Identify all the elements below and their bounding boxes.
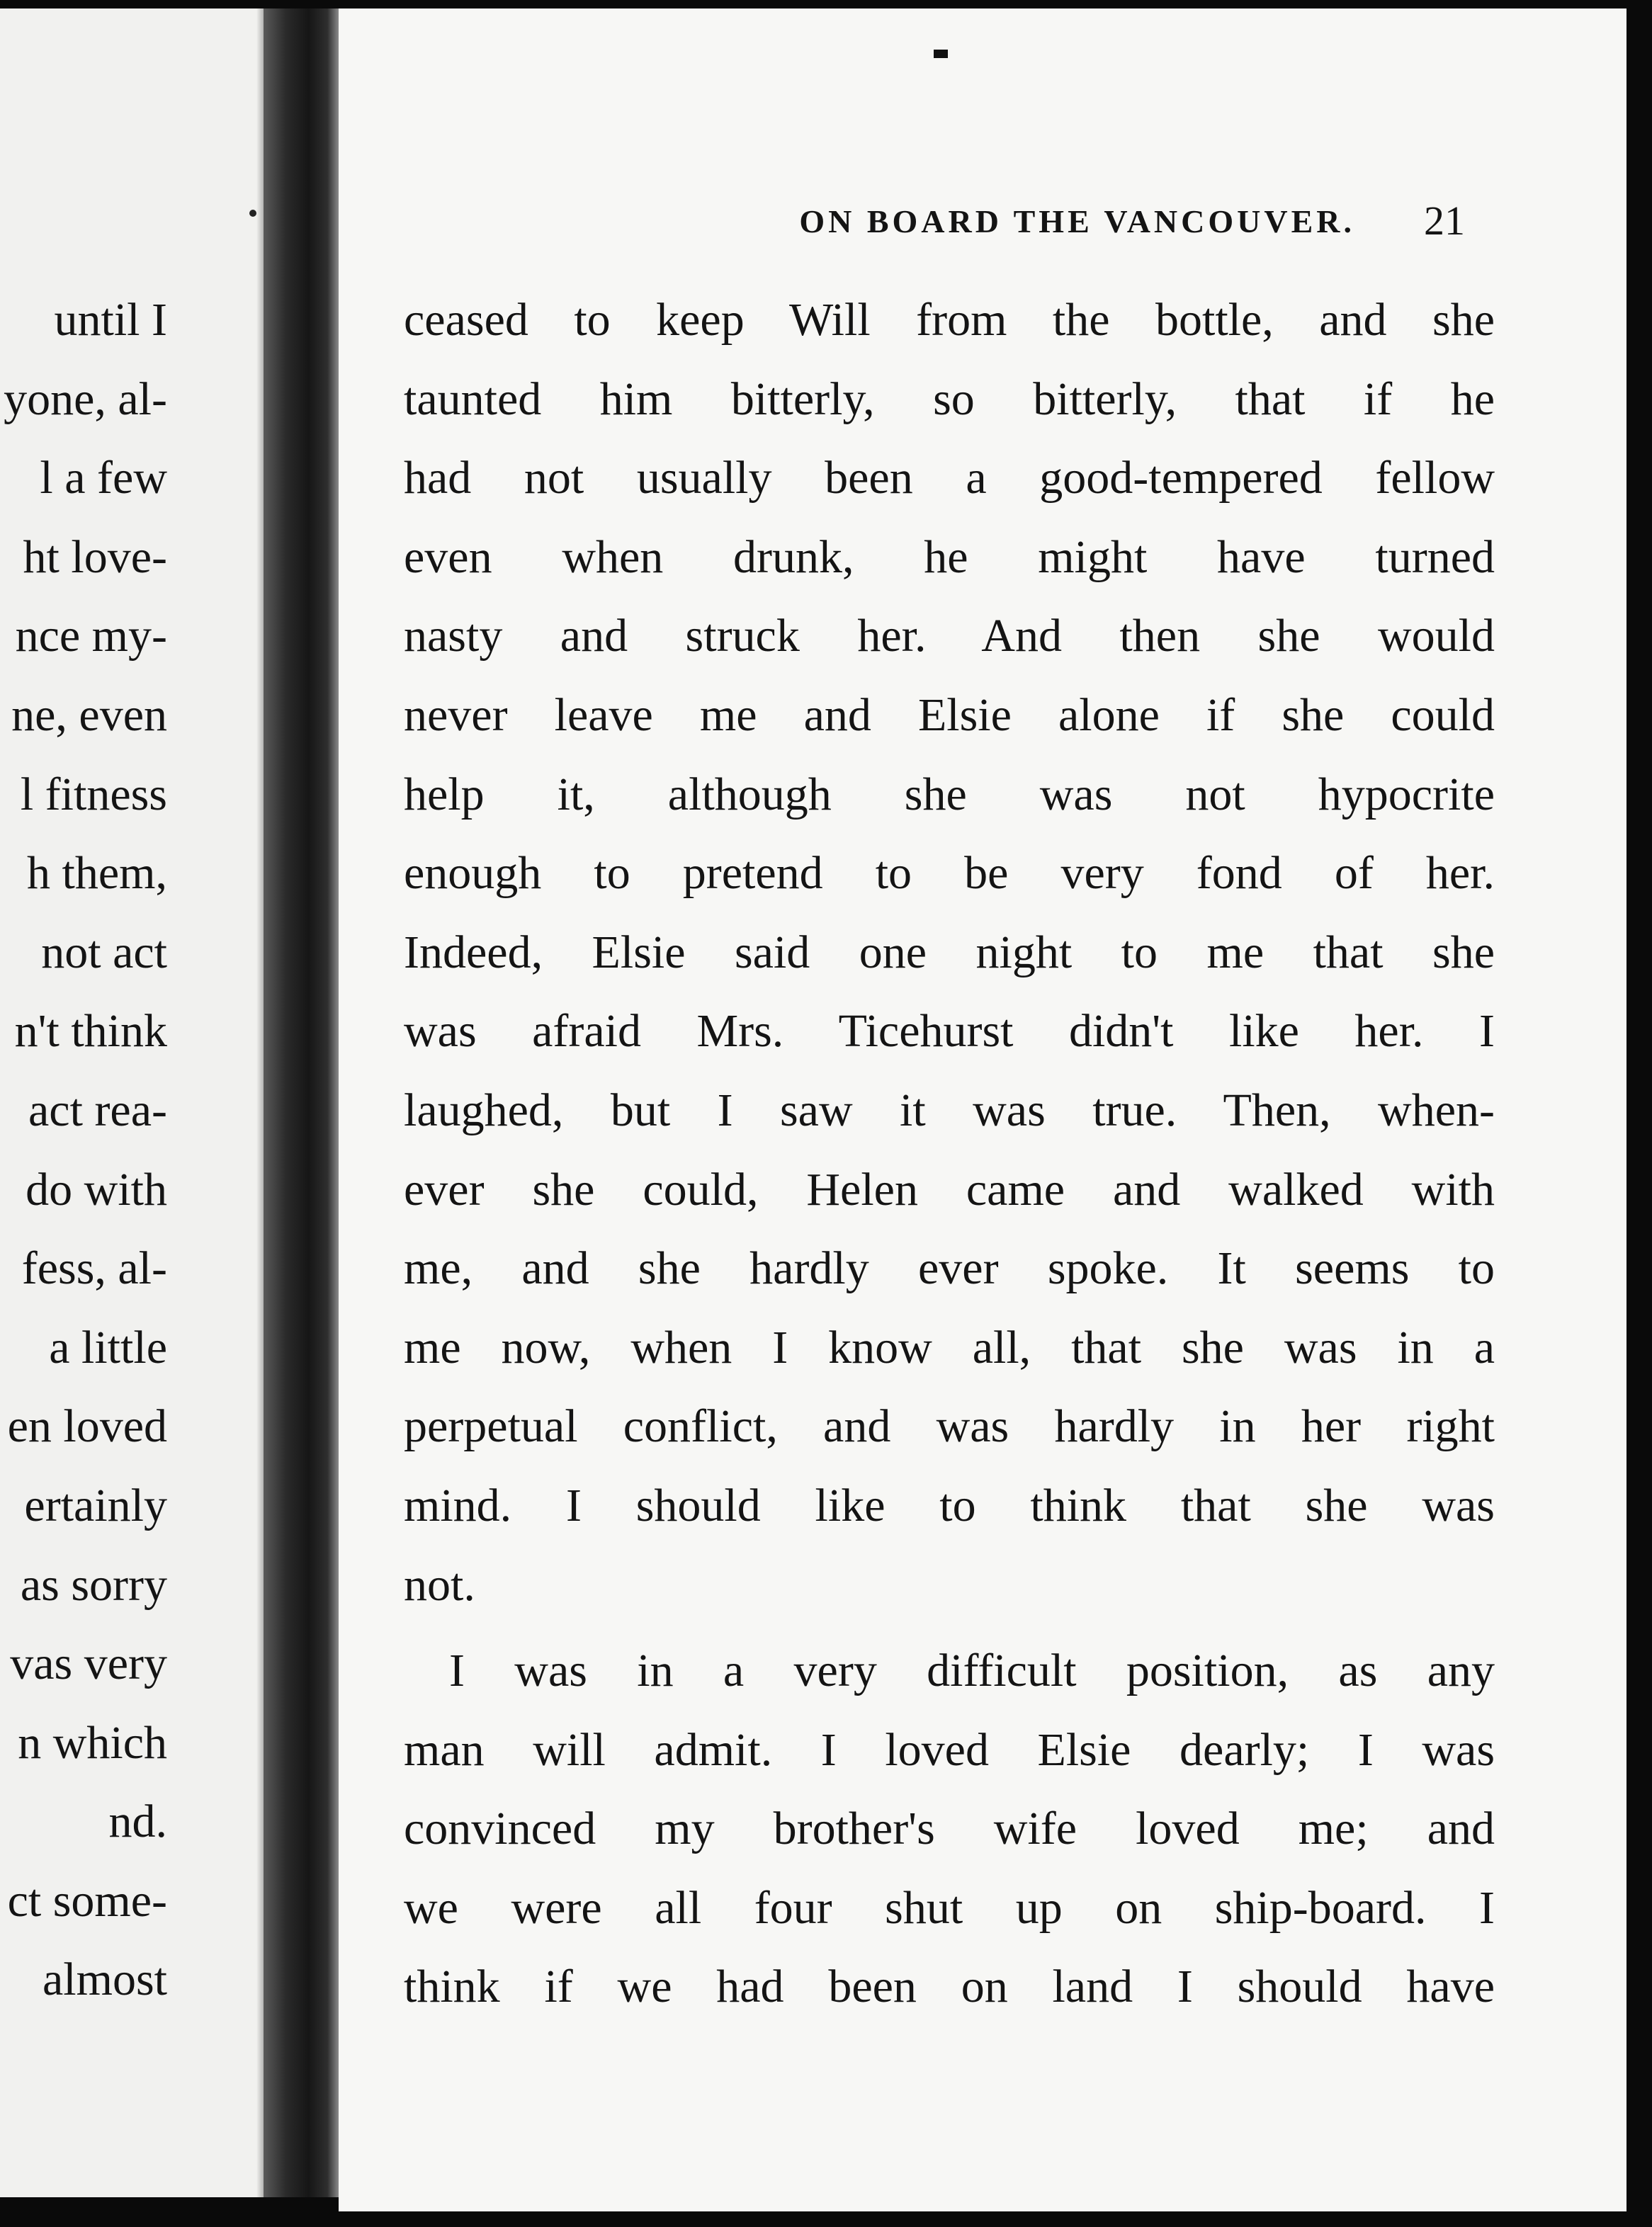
- left-line: act rea-: [28, 1084, 167, 1136]
- left-facing-page: [0, 8, 264, 2197]
- text-line: me now, when I know all, that she was in a: [404, 1321, 1495, 1373]
- left-line: nd.: [108, 1796, 167, 1848]
- text-line: ceased to keep Will from the bottle, and she: [404, 294, 1495, 346]
- text-line: we were all four shut up on ship-board. I: [404, 1881, 1495, 1934]
- left-line: n't think: [14, 1005, 167, 1058]
- page-number: 21: [1424, 198, 1465, 244]
- left-line: ht love-: [23, 531, 167, 583]
- text-line: even when drunk, he might have turned: [404, 531, 1495, 583]
- text-line: think if we had been on land I should have: [404, 1961, 1495, 2013]
- left-page-text: [4, 280, 167, 2019]
- left-line: not act: [41, 926, 167, 978]
- text-line: had not usually been a good-tempered fellow: [404, 452, 1495, 504]
- text-line: ever she could, Helen came and walked with: [404, 1163, 1495, 1216]
- left-line: h them,: [27, 847, 167, 900]
- left-line: ertainly: [24, 1479, 167, 1531]
- ink-dot: [249, 210, 256, 217]
- text-line: perpetual conflict, and was hardly in her right: [404, 1400, 1495, 1453]
- left-line: nce my-: [15, 610, 167, 662]
- left-line: vas very: [10, 1638, 167, 1690]
- text-line: not.: [404, 1558, 475, 1611]
- left-line: fess, al-: [21, 1242, 167, 1295]
- text-line: man will admit. I loved Elsie dearly; I was: [404, 1723, 1495, 1776]
- left-line: almost: [43, 1954, 167, 2006]
- body-text: [404, 280, 1495, 2027]
- text-line: taunted him bitterly, so bitterly, that if he: [404, 373, 1495, 425]
- ink-mark: [934, 50, 948, 58]
- left-line: l fitness: [20, 768, 167, 820]
- left-line: yone, al-: [4, 373, 167, 425]
- text-line: help it, although she was not hypocrite: [404, 768, 1495, 820]
- left-line: ct some-: [7, 1874, 167, 1927]
- text-line: never leave me and Elsie alone if she could: [404, 688, 1495, 741]
- right-page: [339, 8, 1626, 2211]
- page-edge-shadow: [256, 8, 264, 2197]
- left-line: do with: [26, 1163, 167, 1216]
- left-line: until I: [54, 294, 167, 346]
- book-gutter: [264, 8, 339, 2197]
- text-line: enough to pretend to be very fond of her.: [404, 847, 1495, 900]
- text-line: convinced my brother's wife loved me; and: [404, 1803, 1495, 1855]
- text-line: laughed, but I saw it was true. Then, when-: [404, 1084, 1495, 1136]
- text-line: I was in a very difficult position, as any: [449, 1645, 1495, 1697]
- running-head: [594, 197, 1652, 246]
- text-line: Indeed, Elsie said one night to me that she: [404, 926, 1495, 978]
- left-line: n which: [18, 1716, 167, 1769]
- text-line: me, and she hardly ever spoke. It seems to: [404, 1242, 1495, 1295]
- text-line: mind. I should like to think that she was: [404, 1479, 1495, 1531]
- running-title: ON BOARD THE VANCOUVER.: [799, 203, 1355, 239]
- left-line: ne, even: [11, 688, 167, 741]
- left-line: as sorry: [20, 1558, 167, 1611]
- left-line: a little: [49, 1321, 167, 1373]
- left-line: en loved: [7, 1400, 167, 1453]
- text-line: nasty and struck her. And then she would: [404, 610, 1495, 662]
- left-line: l a few: [40, 452, 167, 504]
- text-line: was afraid Mrs. Ticehurst didn't like her. I: [404, 1005, 1495, 1058]
